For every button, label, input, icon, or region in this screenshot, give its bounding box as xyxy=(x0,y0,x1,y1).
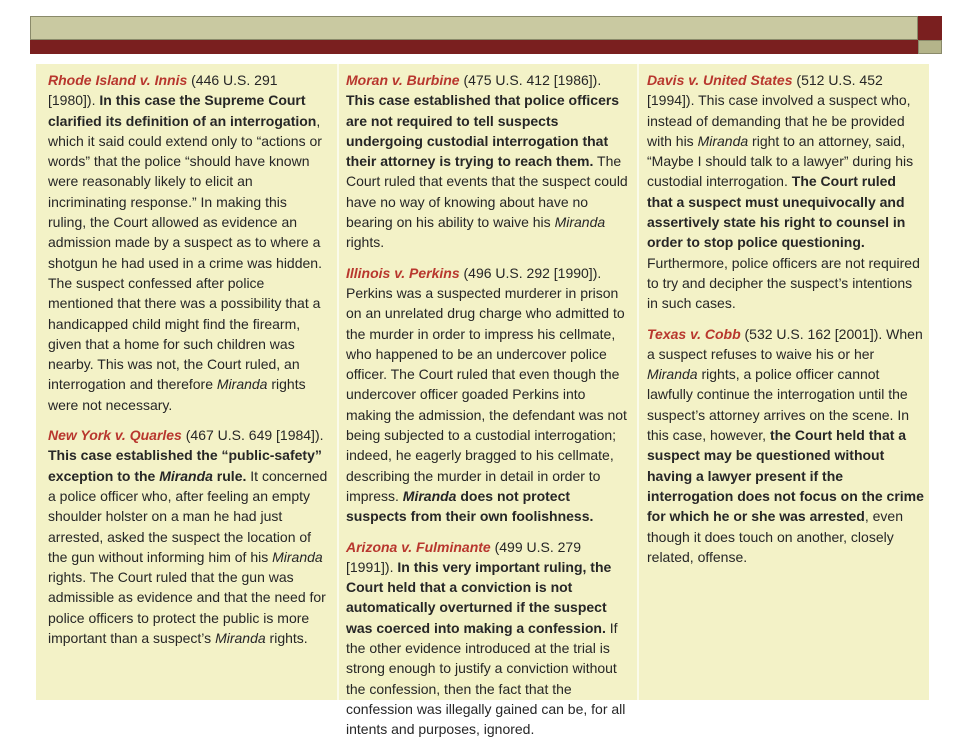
case-entry-cobb xyxy=(647,324,924,568)
holding-text: This case established that police officers are not required to tell suspects undergoing custodial interrogation that their attorney is trying to reach them. xyxy=(346,92,620,170)
case-entry-davis xyxy=(647,70,924,314)
holding-text: In this very important ruling, the Court held that a conviction is not automatically overturned if the suspect was coerced into making a confession. xyxy=(346,558,612,636)
case-summary-panel xyxy=(36,64,929,738)
body-text: right to an attorney, said, “Maybe I should talk to a lawyer” during his custodial interrogation. xyxy=(647,132,914,190)
case-citation: (499 U.S. 279 [1991]). xyxy=(346,538,581,575)
holding-text: The Court ruled that a suspect must unequivocally and assertively state his right to counsel in order to stop police questioning. xyxy=(647,173,906,251)
body-text: Furthermore, police officers are not required to try and decipher the suspect’s intentions in such cases. xyxy=(647,254,920,312)
body-text: It concerned a police officer who, after feeling an empty shoulder holster on a man he had just arrested, asked the suspect the location of the gun without informing him of his xyxy=(48,467,328,565)
holding-text: the Court held that a suspect may be questioned without having a lawyer present if the interrogation does not focus on the crime for which he or she was arrested xyxy=(647,427,924,525)
case-citation: (475 U.S. 412 [1986]). xyxy=(459,72,602,88)
italic-term: Miranda xyxy=(402,487,457,504)
body-text: When a suspect refuses to waive his or her xyxy=(647,325,923,362)
corner-block-maroon xyxy=(918,16,942,40)
case-citation: (512 U.S. 452 [1994]). xyxy=(647,72,883,109)
column-divider xyxy=(337,64,339,700)
title-bar-olive xyxy=(30,16,918,40)
column-left xyxy=(48,70,328,658)
italic-term: Miranda xyxy=(215,630,266,647)
italic-term: Miranda xyxy=(647,366,698,383)
case-name: Arizona v. Fulminante xyxy=(346,538,491,555)
case-name: Rhode Island v. Innis xyxy=(48,72,188,88)
holding-text: In this case the Supreme Court clarified its definition of an interrogation xyxy=(48,92,317,129)
italic-term: Miranda xyxy=(697,132,749,149)
body-text: rights. The Court ruled that the gun was admissible as evidence and that the need for police officers to protect the public is more important than a suspect’s xyxy=(48,569,326,647)
holding-text: This case established the “public-safety” exception to the xyxy=(48,447,322,484)
column-middle xyxy=(346,70,630,750)
case-citation: (532 U.S. 162 [2001]). xyxy=(740,325,887,342)
column-divider xyxy=(637,64,639,700)
body-text: , even though it does touch on another, closely related, offense. xyxy=(647,508,903,565)
title-bar-maroon xyxy=(30,40,918,54)
body-text: rights, a police officer cannot lawfully continue the interrogation until the suspect’s attorney arrives on the scene. In this case, however, xyxy=(647,366,909,444)
case-name: Moran v. Burbine xyxy=(346,72,460,88)
column-right xyxy=(647,70,924,577)
case-citation: (496 U.S. 292 [1990]). xyxy=(459,264,602,281)
corner-block-olive xyxy=(918,40,942,54)
case-name: Texas v. Cobb xyxy=(647,325,741,342)
body-text: The Court ruled that events that the suspect could have no way of knowing about have no bearing on his ability to waive his xyxy=(346,153,628,231)
italic-term: Miranda xyxy=(216,376,268,393)
body-text: If the other evidence introduced at the trial is strong enough to justify a conviction without the confession, then the fact that the confession was illegally gained can be, for all intents and purposes, ignored. xyxy=(346,619,626,738)
case-entry-burbine xyxy=(346,70,630,253)
case-entry-fulminante xyxy=(346,537,630,740)
italic-term: Miranda xyxy=(554,214,606,231)
body-text: rights. xyxy=(265,630,308,647)
body-text: Perkins was a suspected murderer in prison on an unrelated drug charge who admitted to the murder in order to impress his cellmate, who happened to be an undercover police officer. The Court ruled that even though the undercover officer goaded Perkins into making the admission, the defendant was not being subjected to a custodial interrogation; indeed, he eagerly bragged to his cellmate, describing the murder in detail in order to impress. xyxy=(346,284,627,504)
case-citation: (467 U.S. 649 [1984]). xyxy=(181,427,324,444)
body-text: This case involved a suspect who, instead of demanding that he be provided with his xyxy=(647,92,911,149)
case-name: Illinois v. Perkins xyxy=(346,264,460,281)
case-entry-innis xyxy=(48,70,328,415)
body-text: , which it said could extend only to “actions or words” that the police “should have known were reasonably likely to elicit an incriminating response.” In making this ruling, the Court allowed as evidence an admission made by a suspect as to where a shotgun he had used in a crime was hidden. The suspect confessed after police mentioned that there was a possibility that a handicapped child might find the firearm, given that a home for such children was nearby. This was not, the Court ruled, an interrogation and therefore xyxy=(48,112,322,393)
italic-term: Miranda xyxy=(159,467,213,484)
holding-text: does not protect suspects from their own foolishness. xyxy=(346,487,594,525)
holding-text: rule. xyxy=(212,467,247,484)
case-entry-quarles xyxy=(48,425,328,648)
body-text: rights. xyxy=(346,234,385,251)
case-entry-perkins xyxy=(346,263,630,527)
case-name: Davis v. United States xyxy=(647,72,793,88)
case-name: New York v. Quarles xyxy=(48,427,182,444)
body-text: rights were not necessary. xyxy=(48,376,306,413)
italic-term: Miranda xyxy=(272,548,323,565)
case-citation: (446 U.S. 291 [1980]). xyxy=(48,72,278,109)
